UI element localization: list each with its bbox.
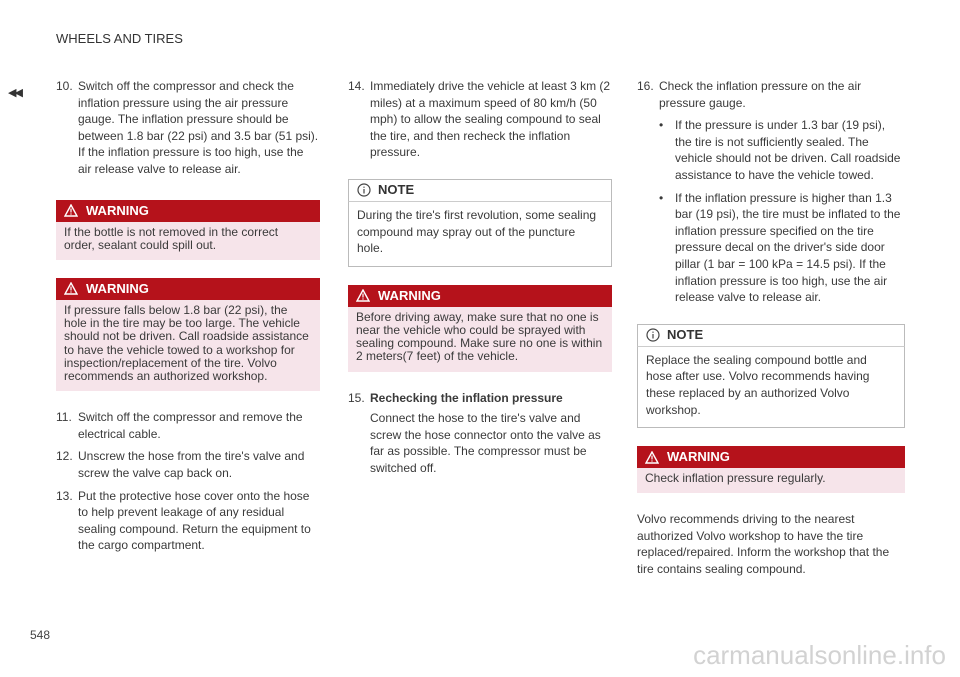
section-title: WHEELS AND TIRES <box>56 31 183 46</box>
step-text: Switch off the compressor and check the inflation pressure using the air pressure gauge. The inflation pressure should be between 1.8 bar (22 psi) and 3.5 bar (51 psi). If the inflation pressure is too high, use the air release valve to release air. <box>78 79 319 176</box>
note-body: During the tire's first revolution, some sealing compound may spray out of the puncture hole. <box>348 202 612 267</box>
bullet-text: If the inflation pressure is higher than 1.3 bar (19 psi), the tire must be inflated to the inflation pressure specified on the tire pressure decal on the driver's side door pillar (1 bar = 100 kPa = 14.5 psi). If the inflation pressure is too high, use the air release valve to release air. <box>675 190 901 305</box>
step-number: 15. <box>348 390 365 405</box>
step-text: Unscrew the hose from the tire's valve and screw the valve cap back on. <box>78 449 305 480</box>
note-title: NOTE <box>667 326 704 342</box>
step-text: Check the inflation pressure on the air pressure gauge. <box>659 79 862 110</box>
column-3 <box>637 78 905 578</box>
note-body: Replace the sealing compound bottle and hose after use. Volvo recommends having these replaced by an authorized Volvo workshop. <box>637 347 905 428</box>
warning-body: Check inflation pressure regularly. <box>637 468 905 493</box>
step-12 <box>56 448 320 481</box>
bullet-text: If the pressure is under 1.3 bar (19 psi), the tire is not sufficiently sealed. The vehicle should not be driven. Call roadside assistance to have the vehicle towed. <box>675 118 901 182</box>
step-number: 11. <box>56 410 72 425</box>
step-text: Put the protective hose cover onto the hose to help prevent leakage of any residual sealing compound. Return the equipment to the cargo compartment. <box>78 488 311 553</box>
step-heading: Rechecking the inflation pressure <box>370 390 563 405</box>
warning-triangle-icon <box>64 204 78 217</box>
note-box <box>348 179 612 267</box>
warning-triangle-icon <box>356 289 370 302</box>
info-icon <box>646 328 660 342</box>
step-13 <box>56 488 320 554</box>
note-title: NOTE <box>378 182 415 198</box>
page-number: 548 <box>30 628 51 642</box>
step-number: 13. <box>56 488 73 503</box>
warning-triangle-icon <box>645 451 659 464</box>
warning-triangle-icon <box>64 282 78 295</box>
column-1 <box>56 78 320 560</box>
step-number: 14. <box>348 79 365 93</box>
warning-title: WARNING <box>378 287 441 303</box>
note-box <box>637 324 905 428</box>
step-11 <box>56 409 320 442</box>
step-text: Switch off the compressor and remove the electrical cable. <box>78 410 303 441</box>
warning-box <box>637 446 905 493</box>
warning-body: If pressure falls below 1.8 bar (22 psi), the hole in the tire may be too large. The vehicle should not be driven. Call roadside assistance to have the vehicle towed to a workshop for inspection/replacement of the tire. Volvo recommends an authorized workshop. <box>56 300 320 391</box>
bullet-item <box>637 117 905 183</box>
warning-header <box>637 446 905 468</box>
warning-title: WARNING <box>86 202 149 218</box>
bullet-dot: • <box>659 190 664 205</box>
bullet-item <box>637 190 905 306</box>
warning-box <box>56 278 320 391</box>
closing-paragraph: Volvo recommends driving to the nearest authorized Volvo workshop to have the tire replaced/repaired. Inform the workshop that the tire contains sealing compound. <box>637 512 890 577</box>
step-14 <box>348 78 612 161</box>
step-number: 16. <box>637 79 654 93</box>
warning-title: WARNING <box>667 449 730 465</box>
warning-body: Before driving away, make sure that no one is near the vehicle who could be sprayed with sealing compound. Make sure no one is within 2 meters(7 feet) of the vehicle. <box>348 307 612 372</box>
step-text: Connect the hose to the tire's valve and screw the hose connector onto the valve as far as possible. The compressor must be switched off. <box>370 411 601 475</box>
info-icon <box>357 183 371 197</box>
bullet-dot: • <box>659 118 664 133</box>
watermark[interactable]: carmanualsonline.info <box>693 640 946 670</box>
step-10 <box>56 78 320 178</box>
back-nav-icon[interactable]: ◀◀ <box>8 87 21 99</box>
step-15 <box>348 390 612 477</box>
column-2 <box>348 78 612 483</box>
warning-box <box>56 200 320 260</box>
warning-body: If the bottle is not removed in the correct order, sealant could spill out. <box>56 222 320 260</box>
note-header <box>348 179 612 202</box>
warning-header <box>56 200 320 222</box>
warning-title: WARNING <box>86 280 149 296</box>
warning-header <box>56 278 320 300</box>
warning-header <box>348 285 612 307</box>
warning-box <box>348 285 612 372</box>
step-text: Immediately drive the vehicle at least 3 km (2 miles) at a maximum speed of 80 km/h (50 mph) to allow the sealing compound to seal the tire, and then recheck the inflation pressure. <box>370 79 611 160</box>
note-header <box>637 324 905 347</box>
step-number: 10. <box>56 79 73 93</box>
step-number: 12. <box>56 449 73 464</box>
step-16 <box>637 78 905 111</box>
